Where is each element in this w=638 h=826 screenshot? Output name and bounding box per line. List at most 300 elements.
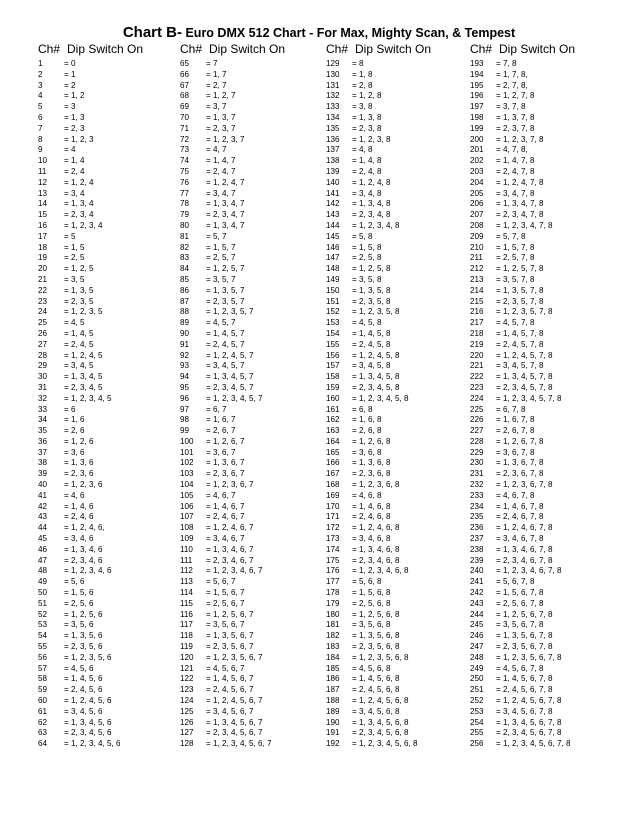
dip-switch-value: = 1, 2, 3, 4, 5, 8	[352, 393, 409, 403]
dip-switch-value: = 4, 5	[64, 318, 85, 328]
channel-number: 140	[326, 177, 340, 187]
table-row	[38, 102, 143, 113]
channel-number: 149	[326, 274, 340, 284]
table-row	[38, 167, 143, 178]
dip-switch-value: = 1, 4, 6	[64, 501, 94, 511]
table-row	[180, 707, 285, 718]
dip-switch-value: = 2, 3, 5	[64, 296, 94, 306]
channel-number: 152	[326, 307, 340, 317]
dip-switch-value: = 2, 4, 8	[352, 166, 382, 176]
channel-number: 27	[38, 339, 48, 349]
dip-switch-value: = 2, 3, 5, 7	[206, 296, 245, 306]
channel-number: 97	[180, 404, 190, 414]
dip-switch-value: = 4, 5, 7	[206, 318, 236, 328]
dip-switch-value: = 1, 5, 8	[352, 242, 382, 252]
channel-number: 235	[470, 512, 484, 522]
dip-switch-value: = 1, 3	[64, 112, 85, 122]
dip-switch-value: = 1, 4, 5, 6, 7, 8	[496, 674, 553, 684]
channel-number: 145	[326, 231, 340, 241]
dip-switch-value: = 2, 5, 6	[64, 598, 94, 608]
table-row	[180, 145, 285, 156]
table-row	[180, 480, 285, 491]
channel-number: 210	[470, 242, 484, 252]
dip-switch-value: = 7	[206, 59, 218, 68]
channel-number: 116	[180, 609, 193, 619]
table-row	[326, 167, 431, 178]
table-row	[470, 253, 575, 264]
dip-switch-value: = 3, 6, 7	[206, 447, 236, 457]
channel-number: 100	[180, 436, 194, 446]
dip-switch-value: = 1, 6, 7	[206, 415, 236, 425]
channel-number: 193	[470, 59, 484, 68]
table-row	[470, 340, 575, 351]
dip-switch-value: = 2, 7, 8,	[496, 80, 528, 90]
dip-switch-value: = 1, 2, 5, 8	[352, 264, 391, 274]
dip-switch-value: = 2, 4, 5, 8	[352, 339, 391, 349]
table-row	[470, 448, 575, 459]
table-row	[326, 286, 431, 297]
channel-number: 159	[326, 382, 340, 392]
dip-switch-value: = 1, 6, 8	[352, 415, 382, 425]
channel-number: 222	[470, 372, 484, 382]
dip-switch-value: = 3, 7	[206, 102, 227, 112]
dip-switch-value: = 4, 5, 6, 8	[352, 663, 391, 673]
dip-switch-value: = 1, 2, 4, 7, 8	[496, 177, 544, 187]
dip-switch-value: = 1, 3, 4, 5, 6, 7, 8	[496, 717, 562, 727]
dip-switch-value: = 5, 7	[206, 231, 227, 241]
table-row	[470, 232, 575, 243]
channel-number: 87	[180, 296, 190, 306]
channel-number: 199	[470, 123, 484, 133]
channel-number: 154	[326, 328, 340, 338]
dip-switch-value: = 5, 6, 8	[352, 577, 382, 587]
channel-number: 22	[38, 285, 48, 295]
table-row	[38, 653, 143, 664]
table-row	[470, 405, 575, 416]
dip-switch-value: = 2, 3, 6, 7	[206, 469, 245, 479]
channel-number: 79	[180, 210, 190, 220]
channel-number: 192	[326, 739, 340, 749]
dip-switch-value: = 1, 2, 3, 4, 6	[64, 566, 112, 576]
dip-switch-value: = 1, 2, 3, 4, 6, 7	[206, 566, 263, 576]
dip-switch-value: = 3, 4, 5, 6	[64, 706, 103, 716]
dip-switch-value: = 1, 6	[64, 415, 85, 425]
table-row	[38, 221, 143, 232]
table-row	[470, 351, 575, 362]
dip-switch-value: = 1, 3, 5, 6	[64, 631, 103, 641]
dip-switch-value: = 1, 2, 5	[64, 264, 94, 274]
table-row	[326, 113, 431, 124]
dip-switch-value: = 1, 2, 3	[64, 134, 94, 144]
channel-number: 73	[180, 145, 190, 155]
dip-switch-value: = 1, 2, 5, 6, 7	[206, 609, 254, 619]
channel-number: 225	[470, 404, 484, 414]
table-row	[326, 566, 431, 577]
dip-switch-value: = 1, 3, 5, 6, 7	[206, 631, 254, 641]
dip-switch-value: = 2, 5, 6, 8	[352, 598, 391, 608]
table-row	[180, 340, 285, 351]
dip-switch-value: = 2, 3, 5, 7, 8	[496, 296, 544, 306]
dip-switch-value: = 1, 4	[64, 156, 85, 166]
table-row	[470, 674, 575, 685]
table-row	[470, 588, 575, 599]
channel-number: 234	[470, 501, 484, 511]
column-4	[470, 42, 575, 750]
channel-number: 80	[180, 220, 190, 230]
channel-number: 203	[470, 166, 484, 176]
dip-switch-value: = 1, 2, 4, 5	[64, 350, 103, 360]
dip-switch-value: = 3, 6	[64, 447, 85, 457]
dip-switch-value: = 4, 5, 6, 7	[206, 663, 245, 673]
channel-number: 189	[326, 706, 340, 716]
table-row	[180, 199, 285, 210]
channel-number: 185	[326, 663, 340, 673]
dip-switch-value: = 1, 2, 4, 5, 6, 7, 8	[496, 696, 562, 706]
dip-switch-value: = 5, 6, 7	[206, 577, 236, 587]
table-row	[470, 545, 575, 556]
channel-number: 180	[326, 609, 340, 619]
channel-number: 64	[38, 739, 48, 749]
table-row	[38, 426, 143, 437]
channel-number: 247	[470, 642, 484, 652]
table-row	[38, 145, 143, 156]
table-row	[470, 610, 575, 621]
table-row	[38, 70, 143, 81]
table-row	[470, 113, 575, 124]
dip-switch-value: = 1, 2, 3, 5, 7	[206, 307, 254, 317]
dip-switch-value: = 2, 3, 5, 6, 7, 8	[496, 642, 553, 652]
table-row	[470, 178, 575, 189]
channel-number: 230	[470, 458, 484, 468]
table-row	[38, 340, 143, 351]
table-row	[38, 523, 143, 534]
table-row	[326, 620, 431, 631]
table-row	[180, 696, 285, 707]
dip-switch-value: = 1, 4, 8	[352, 156, 382, 166]
channel-number: 23	[38, 296, 48, 306]
channel-number: 50	[38, 588, 48, 598]
dip-switch-value: = 1, 2, 4, 5, 7, 8	[496, 350, 553, 360]
table-row	[38, 243, 143, 254]
channel-number: 214	[470, 285, 484, 295]
channel-header: Ch#	[38, 42, 61, 56]
table-row	[470, 707, 575, 718]
table-row	[180, 286, 285, 297]
dip-switch-value: = 1, 2, 3, 6	[64, 480, 103, 490]
channel-number: 223	[470, 382, 484, 392]
dip-switch-value: = 2, 3, 4, 5, 6, 7	[206, 728, 263, 738]
table-row	[470, 199, 575, 210]
table-row	[470, 394, 575, 405]
channel-number: 108	[180, 523, 194, 533]
table-row	[326, 685, 431, 696]
dip-switch-value: = 6, 8	[352, 404, 373, 414]
channel-number: 156	[326, 350, 340, 360]
table-row	[38, 642, 143, 653]
table-row	[326, 372, 431, 383]
dip-switch-value: = 1, 2, 3, 4, 5, 6	[64, 739, 121, 749]
table-row	[326, 59, 431, 70]
table-row	[326, 383, 431, 394]
dip-switch-value: = 5	[64, 231, 76, 241]
table-row	[326, 221, 431, 232]
dip-switch-value: = 1, 3, 4, 6, 8	[352, 544, 400, 554]
channel-number: 150	[326, 285, 340, 295]
channel-number: 176	[326, 566, 340, 576]
dip-switch-value: = 1, 2, 3, 7	[206, 134, 245, 144]
table-row	[180, 232, 285, 243]
channel-number: 24	[38, 307, 48, 317]
dip-switch-value: = 2, 3, 4, 5, 8	[352, 382, 400, 392]
table-row	[38, 534, 143, 545]
dip-switch-value: = 2, 3, 4, 5, 7, 8	[496, 382, 553, 392]
table-row	[326, 210, 431, 221]
channel-number: 205	[470, 188, 484, 198]
table-row	[470, 523, 575, 534]
dip-switch-value: = 3, 4, 5, 6, 7	[206, 706, 254, 716]
dip-switch-value: = 1, 3, 4, 5, 6, 7	[206, 717, 263, 727]
dip-switch-value: = 1, 2, 5, 7, 8	[496, 264, 544, 274]
channel-number: 60	[38, 696, 48, 706]
dip-switch-value: = 1, 4, 6, 7, 8	[496, 501, 544, 511]
dip-switch-value: = 1, 2, 3, 5, 6, 8	[352, 652, 409, 662]
dip-switch-value: = 4	[64, 145, 76, 155]
channel-number: 172	[326, 523, 340, 533]
table-row	[180, 361, 285, 372]
channel-number: 8	[38, 134, 43, 144]
dip-switch-value: = 1, 2, 7, 8	[496, 91, 535, 101]
table-row	[38, 286, 143, 297]
dip-switch-value: = 2, 3, 4, 6, 8	[352, 555, 400, 565]
dip-switch-header: Dip Switch On	[499, 42, 576, 56]
dip-switch-value: = 1, 2, 3, 4, 7, 8	[496, 220, 553, 230]
channel-number: 91	[180, 339, 190, 349]
channel-number: 213	[470, 274, 484, 284]
table-row	[326, 70, 431, 81]
table-row	[470, 307, 575, 318]
channel-number: 111	[180, 555, 193, 565]
table-row	[38, 631, 143, 642]
table-row	[470, 653, 575, 664]
channel-number: 204	[470, 177, 484, 187]
channel-number: 85	[180, 274, 190, 284]
dip-switch-value: = 1, 2, 3, 5, 6, 7, 8	[496, 652, 562, 662]
table-row	[180, 620, 285, 631]
dip-switch-value: = 1, 2, 5, 6, 7, 8	[496, 609, 553, 619]
table-row	[470, 739, 575, 750]
dip-switch-value: = 8	[352, 59, 364, 68]
channel-number: 58	[38, 674, 48, 684]
table-row	[38, 728, 143, 739]
channel-number: 198	[470, 112, 484, 122]
channel-number: 153	[326, 318, 340, 328]
channel-number: 187	[326, 685, 340, 695]
channel-number: 241	[470, 577, 484, 587]
dip-switch-value: = 1, 8	[352, 69, 373, 79]
table-row	[180, 534, 285, 545]
channel-number: 211	[470, 253, 483, 263]
channel-number: 96	[180, 393, 190, 403]
channel-number: 227	[470, 426, 484, 436]
dip-switch-value: = 1, 3, 7	[206, 112, 236, 122]
channel-number: 194	[470, 69, 484, 79]
table-row	[180, 566, 285, 577]
table-row	[180, 59, 285, 70]
channel-number: 237	[470, 534, 484, 544]
dip-switch-value: = 1, 2, 3, 5	[64, 307, 103, 317]
table-row	[470, 372, 575, 383]
dip-switch-value: = 1, 2, 5, 6	[64, 609, 103, 619]
dip-switch-value: = 2, 4, 5, 6, 8	[352, 685, 400, 695]
table-row	[38, 199, 143, 210]
dip-switch-value: = 3, 4, 6, 7	[206, 534, 245, 544]
table-row	[180, 653, 285, 664]
channel-number: 248	[470, 652, 484, 662]
table-row	[180, 674, 285, 685]
channel-number: 75	[180, 166, 190, 176]
channel-number: 26	[38, 328, 48, 338]
channel-number: 231	[470, 469, 484, 479]
channel-number: 133	[326, 102, 340, 112]
channel-number: 228	[470, 436, 484, 446]
table-row	[470, 383, 575, 394]
table-row	[38, 372, 143, 383]
table-row	[180, 631, 285, 642]
dip-switch-value: = 3, 5, 7, 8	[496, 274, 535, 284]
dip-switch-value: = 1, 2, 4, 6, 7, 8	[496, 523, 553, 533]
channel-number: 216	[470, 307, 484, 317]
dip-switch-value: = 2, 4, 5, 7	[206, 339, 245, 349]
dip-switch-value: = 2, 3, 5, 6	[64, 642, 103, 652]
dip-switch-value: = 2, 3, 5, 8	[352, 296, 391, 306]
channel-number: 246	[470, 631, 484, 641]
dip-switch-value: = 1, 2, 4, 6,	[64, 523, 105, 533]
channel-number: 40	[38, 480, 48, 490]
dip-switch-value: = 2, 5, 6, 7	[206, 598, 245, 608]
channel-number: 242	[470, 588, 484, 598]
table-row	[326, 653, 431, 664]
dip-switch-header: Dip Switch On	[67, 42, 144, 56]
channel-number: 254	[470, 717, 484, 727]
table-row	[38, 361, 143, 372]
dip-switch-value: = 3	[64, 102, 76, 112]
table-row	[470, 556, 575, 567]
dip-switch-value: = 2, 8	[352, 80, 373, 90]
channel-list	[38, 59, 143, 750]
table-row	[180, 178, 285, 189]
dip-switch-value: = 1, 2, 6, 8	[352, 436, 391, 446]
page-title	[0, 25, 638, 41]
table-row	[470, 696, 575, 707]
dip-switch-value: = 2, 4, 5, 6, 7	[206, 685, 254, 695]
dip-switch-value: = 2, 3, 7, 8	[496, 123, 535, 133]
table-row	[38, 394, 143, 405]
channel-number: 168	[326, 480, 340, 490]
dip-switch-value: = 2, 3, 4	[64, 210, 94, 220]
channel-number: 202	[470, 156, 484, 166]
table-row	[470, 534, 575, 545]
dip-switch-value: = 1, 5, 6, 7	[206, 588, 245, 598]
table-row	[470, 426, 575, 437]
channel-number: 160	[326, 393, 340, 403]
table-row	[180, 545, 285, 556]
dip-switch-value: = 4, 5, 7, 8	[496, 318, 535, 328]
dip-switch-value: = 6	[64, 404, 76, 414]
channel-number: 121	[180, 663, 194, 673]
dip-switch-value: = 1, 2, 6, 7	[206, 436, 245, 446]
dip-switch-value: = 7, 8	[496, 59, 517, 68]
channel-number: 66	[180, 69, 190, 79]
table-row	[326, 588, 431, 599]
channel-number: 103	[180, 469, 194, 479]
table-row	[326, 437, 431, 448]
table-row	[180, 243, 285, 254]
table-row	[38, 232, 143, 243]
channel-number: 6	[38, 112, 43, 122]
channel-number: 114	[180, 588, 193, 598]
table-row	[38, 275, 143, 286]
table-row	[38, 739, 143, 750]
dip-switch-value: = 1, 2, 3, 5, 6, 7	[206, 652, 263, 662]
channel-number: 54	[38, 631, 48, 641]
dip-switch-value: = 2, 4, 6, 7, 8	[496, 512, 544, 522]
channel-number: 165	[326, 447, 340, 457]
channel-number: 37	[38, 447, 48, 457]
dip-switch-value: = 1, 3, 6	[64, 458, 94, 468]
channel-number: 65	[180, 59, 190, 68]
dip-switch-value: = 1, 3, 4, 5, 6, 8	[352, 717, 409, 727]
dip-switch-value: = 1, 2, 4, 5, 7	[206, 350, 254, 360]
dip-switch-value: = 1, 2, 3, 4, 8	[352, 220, 400, 230]
dip-switch-value: = 6, 7	[206, 404, 227, 414]
table-row	[180, 91, 285, 102]
channel-number: 62	[38, 717, 48, 727]
table-row	[38, 264, 143, 275]
table-row	[470, 469, 575, 480]
dip-switch-value: = 1, 2, 3, 6, 7, 8	[496, 480, 553, 490]
channel-number: 69	[180, 102, 190, 112]
table-row	[470, 631, 575, 642]
table-row	[38, 469, 143, 480]
channel-number: 256	[470, 739, 484, 749]
table-row	[470, 512, 575, 523]
channel-number: 10	[38, 156, 48, 166]
table-row	[470, 243, 575, 254]
table-row	[326, 696, 431, 707]
dip-switch-value: = 1, 2	[64, 91, 85, 101]
dip-switch-value: = 3, 4, 7, 8	[496, 188, 535, 198]
table-row	[326, 631, 431, 642]
channel-number: 163	[326, 426, 340, 436]
table-row	[326, 275, 431, 286]
channel-number: 146	[326, 242, 340, 252]
dip-switch-value: = 2, 4, 7	[206, 166, 236, 176]
channel-number: 249	[470, 663, 484, 673]
channel-number: 126	[180, 717, 194, 727]
dip-switch-value: = 2, 5, 8	[352, 253, 382, 263]
column-header	[470, 42, 575, 56]
table-row	[326, 307, 431, 318]
table-row	[180, 642, 285, 653]
table-row	[180, 189, 285, 200]
dip-switch-value: = 1, 2, 4, 6, 7	[206, 523, 254, 533]
dip-switch-value: = 1, 3, 4, 7, 8	[496, 199, 544, 209]
dip-switch-value: = 1, 3, 4, 8	[352, 199, 391, 209]
dip-switch-value: = 2, 3, 7	[206, 123, 236, 133]
dip-switch-value: = 3, 5, 6, 7	[206, 620, 245, 630]
table-row	[326, 156, 431, 167]
table-row	[180, 685, 285, 696]
